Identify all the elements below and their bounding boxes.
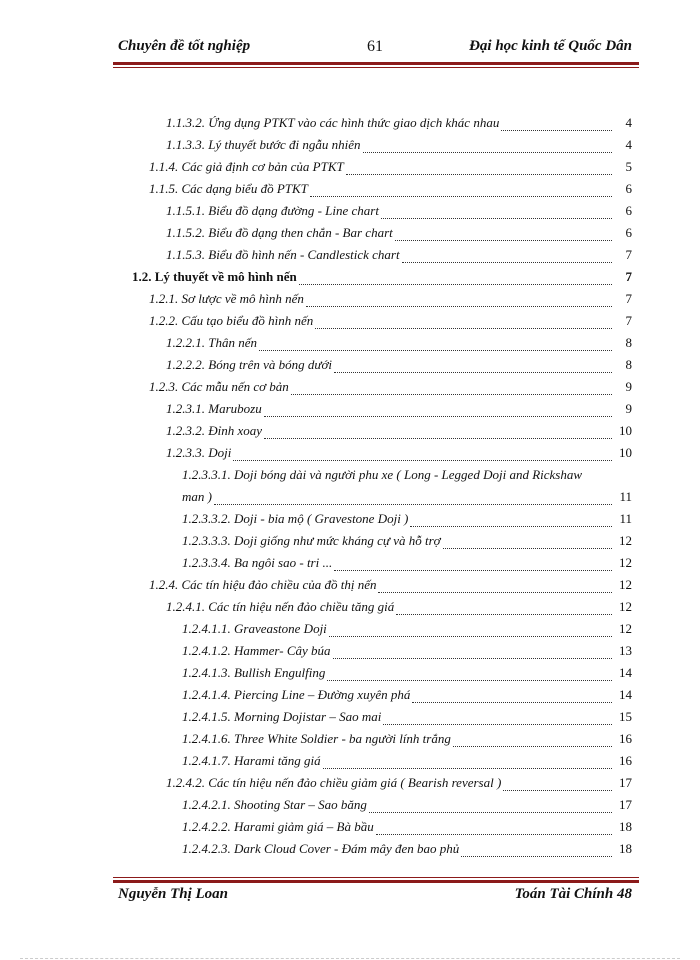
toc-entry bbox=[182, 706, 632, 728]
toc-page-number: 12 bbox=[619, 533, 632, 548]
toc-page-number: 12 bbox=[619, 577, 632, 592]
toc-dot-leader bbox=[395, 240, 612, 241]
toc-page-number: 17 bbox=[619, 797, 632, 812]
toc-dot-leader bbox=[410, 526, 612, 527]
toc-page-number: 8 bbox=[625, 335, 632, 350]
toc-entry-title: 1.2.4.2.2. Harami giảm giá – Bà bầu bbox=[182, 819, 374, 834]
toc-entry bbox=[182, 794, 632, 816]
toc-entry bbox=[166, 442, 632, 464]
toc-dot-leader bbox=[376, 834, 612, 835]
toc-dot-leader bbox=[402, 262, 612, 263]
toc-entry-title: 1.1.4. Các giả định cơ bản của PTKT bbox=[149, 159, 344, 174]
toc-entry bbox=[149, 178, 632, 200]
toc-entry-title: 1.2.4.1.2. Hammer- Cây búa bbox=[182, 643, 331, 658]
toc-entry bbox=[182, 684, 632, 706]
toc-entry-title: 1.1.5.3. Biểu đồ hình nến - Candlestick chart bbox=[166, 247, 400, 262]
toc-entry bbox=[166, 420, 632, 442]
toc-page-number: 12 bbox=[619, 555, 632, 570]
toc-entry-title: 1.2.1. Sơ lược về mô hình nến bbox=[149, 291, 304, 306]
toc-entry-title: 1.2.4.1. Các tín hiệu nến đảo chiều tăng giá bbox=[166, 599, 395, 614]
toc-dot-leader bbox=[461, 856, 612, 857]
toc-entry-title: 1.1.3.2. Ứng dụng PTKT vào các hình thức giao dịch khác nhau bbox=[166, 115, 500, 130]
toc-dot-leader bbox=[264, 416, 612, 417]
toc-dot-leader bbox=[453, 746, 612, 747]
toc-page-number: 6 bbox=[625, 203, 632, 218]
footer-author: Nguyễn Thị Loan bbox=[118, 886, 229, 902]
toc-page-number: 15 bbox=[619, 709, 632, 724]
toc-entry bbox=[166, 398, 632, 420]
toc-page-number: 9 bbox=[625, 401, 632, 416]
toc-dot-leader bbox=[369, 812, 612, 813]
toc-dot-leader bbox=[233, 460, 612, 461]
toc-page-number: 17 bbox=[619, 775, 632, 790]
toc-entry-title: 1.2.4.1.6. Three White Soldier - ba người lính trắng bbox=[182, 731, 451, 746]
toc-dot-leader bbox=[378, 592, 612, 593]
toc-entry bbox=[149, 574, 632, 596]
toc-entry bbox=[182, 530, 632, 552]
page-edge-divider bbox=[20, 958, 680, 959]
toc-entry-title: 1.2.3.3.4. Ba ngôi sao - tri ... bbox=[182, 555, 333, 570]
toc-dot-leader bbox=[264, 438, 612, 439]
toc-entry-continuation bbox=[182, 486, 632, 508]
header-rule-thin bbox=[113, 67, 639, 68]
toc-page-number: 5 bbox=[625, 159, 632, 174]
toc-page-number: 8 bbox=[625, 357, 632, 372]
toc-entry-title: 1.2.4.1.4. Piercing Line – Đường xuyên phá bbox=[182, 687, 411, 702]
toc-entry-title: 1.2.4.1.5. Morning Dojistar – Sao mai bbox=[182, 709, 382, 724]
toc-dot-leader bbox=[501, 130, 612, 131]
toc-page-number: 7 bbox=[625, 291, 632, 306]
toc-dot-leader bbox=[334, 372, 612, 373]
toc-page-number: 16 bbox=[619, 753, 632, 768]
toc-entry-title: 1.2.4.1.7. Harami tăng giá bbox=[182, 753, 321, 768]
toc-entry-title: 1.2.4.1.3. Bullish Engulfing bbox=[182, 665, 326, 680]
toc-entry-title: 1.2.4.1.1. Graveastone Doji bbox=[182, 621, 327, 636]
toc-dot-leader bbox=[412, 702, 612, 703]
toc-entry-title: 1.2.2. Cấu tạo biểu đồ hình nến bbox=[149, 313, 314, 328]
toc-entry-title: 1.1.5.2. Biểu đồ dạng then chắn - Bar chart bbox=[166, 225, 393, 240]
toc-page-number: 16 bbox=[619, 731, 632, 746]
toc-page-number: 13 bbox=[619, 643, 632, 658]
toc-page-number: 7 bbox=[625, 269, 632, 284]
toc-entry bbox=[166, 200, 632, 222]
footer-rule-thick bbox=[113, 880, 639, 883]
toc-dot-leader bbox=[363, 152, 612, 153]
header-course-title: Chuyên đề tốt nghiệp bbox=[118, 38, 251, 54]
toc-page-number: 7 bbox=[625, 247, 632, 262]
toc-page-number: 12 bbox=[619, 621, 632, 636]
toc-page-number: 4 bbox=[625, 137, 632, 152]
toc-page-number: 18 bbox=[619, 819, 632, 834]
toc-entry-title: 1.2.3.3.1. Doji bóng dài và người phu xe ( Long - Legged Doji and Rickshaw bbox=[182, 467, 583, 482]
toc-entry-title: 1.2.2.2. Bóng trên và bóng dưới bbox=[166, 357, 333, 372]
toc-page-number: 14 bbox=[619, 687, 632, 702]
footer-rule-thin bbox=[113, 877, 639, 878]
toc-entry bbox=[149, 156, 632, 178]
toc-entry bbox=[166, 112, 632, 134]
toc-page-number: 14 bbox=[619, 665, 632, 680]
toc-page-number: 11 bbox=[619, 511, 632, 526]
toc-entry bbox=[166, 332, 632, 354]
toc-dot-leader bbox=[443, 548, 612, 549]
page-footer bbox=[118, 886, 632, 908]
toc-dot-leader bbox=[323, 768, 612, 769]
toc-entry-title: 1.2.3.3. Doji bbox=[166, 445, 232, 460]
toc-entry-title: 1.1.5.1. Biểu đồ dạng đường - Line chart bbox=[166, 203, 379, 218]
toc-dot-leader bbox=[214, 504, 612, 505]
header-rule-thick bbox=[113, 62, 639, 65]
toc-entry bbox=[182, 508, 632, 530]
toc-entry-title: 1.2.2.1. Thân nến bbox=[166, 335, 257, 350]
toc-entry-title: 1.1.5. Các dạng biểu đồ PTKT bbox=[149, 181, 308, 196]
toc-entry bbox=[182, 838, 632, 860]
toc-entry-title: 1.2.3.2. Đỉnh xoay bbox=[166, 423, 263, 438]
toc-page-number: 12 bbox=[619, 599, 632, 614]
toc-dot-leader bbox=[306, 306, 612, 307]
toc-entry bbox=[182, 640, 632, 662]
toc-entry bbox=[182, 552, 632, 574]
toc-entry-title-continued: man ) bbox=[182, 489, 212, 504]
toc-entry bbox=[182, 618, 632, 640]
toc-entry-title: 1.2.4.2.3. Dark Cloud Cover - Đám mây đen bao phủ bbox=[182, 841, 460, 856]
toc-dot-leader bbox=[291, 394, 612, 395]
header-page-number: 61 bbox=[367, 38, 383, 55]
toc-entry bbox=[149, 288, 632, 310]
toc-dot-leader bbox=[381, 218, 612, 219]
toc-entry-title: 1.2.4.2. Các tín hiệu nến đảo chiều giảm giá ( Bearish reversal ) bbox=[166, 775, 502, 790]
footer-class: Toán Tài Chính 48 bbox=[514, 886, 632, 902]
toc-entry-title: 1.2.3. Các mẫu nến cơ bản bbox=[149, 379, 289, 394]
toc-entry bbox=[166, 244, 632, 266]
toc-dot-leader bbox=[259, 350, 612, 351]
toc-entry bbox=[149, 376, 632, 398]
toc-entry bbox=[182, 728, 632, 750]
header-university: Đại học kinh tế Quốc Dân bbox=[469, 38, 632, 54]
toc-entry bbox=[166, 134, 632, 156]
toc-page-number: 4 bbox=[625, 115, 632, 130]
toc-page-number: 18 bbox=[619, 841, 632, 856]
toc-entry-title: 1.2.4.2.1. Shooting Star – Sao băng bbox=[182, 797, 367, 812]
toc-dot-leader bbox=[503, 790, 612, 791]
toc-entry bbox=[182, 662, 632, 684]
toc-dot-leader bbox=[396, 614, 612, 615]
toc-entry-title: 1.2.4. Các tín hiệu đảo chiều của đồ thị nến bbox=[149, 577, 377, 592]
toc-entry bbox=[166, 596, 632, 618]
toc-entry bbox=[182, 464, 632, 486]
toc-page-number: 10 bbox=[619, 445, 632, 460]
toc-dot-leader bbox=[327, 680, 612, 681]
toc-dot-leader bbox=[315, 328, 612, 329]
toc-page-number: 6 bbox=[625, 225, 632, 240]
toc-entry bbox=[182, 816, 632, 838]
toc-dot-leader bbox=[329, 636, 612, 637]
toc-entry bbox=[166, 222, 632, 244]
toc-entry bbox=[132, 266, 632, 288]
toc-dot-leader bbox=[299, 284, 612, 285]
toc-dot-leader bbox=[334, 570, 612, 571]
toc-page-number: 10 bbox=[619, 423, 632, 438]
toc-entry-title: 1.2. Lý thuyết về mô hình nến bbox=[132, 269, 297, 284]
toc-page-number: 6 bbox=[625, 181, 632, 196]
toc-entry bbox=[166, 354, 632, 376]
toc-entry-title: 1.2.3.3.3. Doji giống như mức kháng cự và hỗ trợ bbox=[182, 533, 441, 548]
toc-entry-title: 1.2.3.1. Marubozu bbox=[166, 401, 262, 416]
toc-entry bbox=[166, 772, 632, 794]
toc-entry-title: 1.1.3.3. Lý thuyết bước đi ngẫu nhiên bbox=[166, 137, 361, 152]
toc-dot-leader bbox=[333, 658, 612, 659]
toc-entry-title: 1.2.3.3.2. Doji - bia mộ ( Gravestone Doji ) bbox=[182, 511, 409, 526]
toc-entry bbox=[182, 750, 632, 772]
toc-dot-leader bbox=[383, 724, 612, 725]
toc-dot-leader bbox=[346, 174, 612, 175]
toc-entry bbox=[149, 310, 632, 332]
toc-page-number: 9 bbox=[625, 379, 632, 394]
toc-dot-leader bbox=[310, 196, 612, 197]
toc-page-number: 7 bbox=[625, 313, 632, 328]
toc-page-number: 11 bbox=[619, 489, 632, 504]
page-header bbox=[118, 38, 632, 60]
